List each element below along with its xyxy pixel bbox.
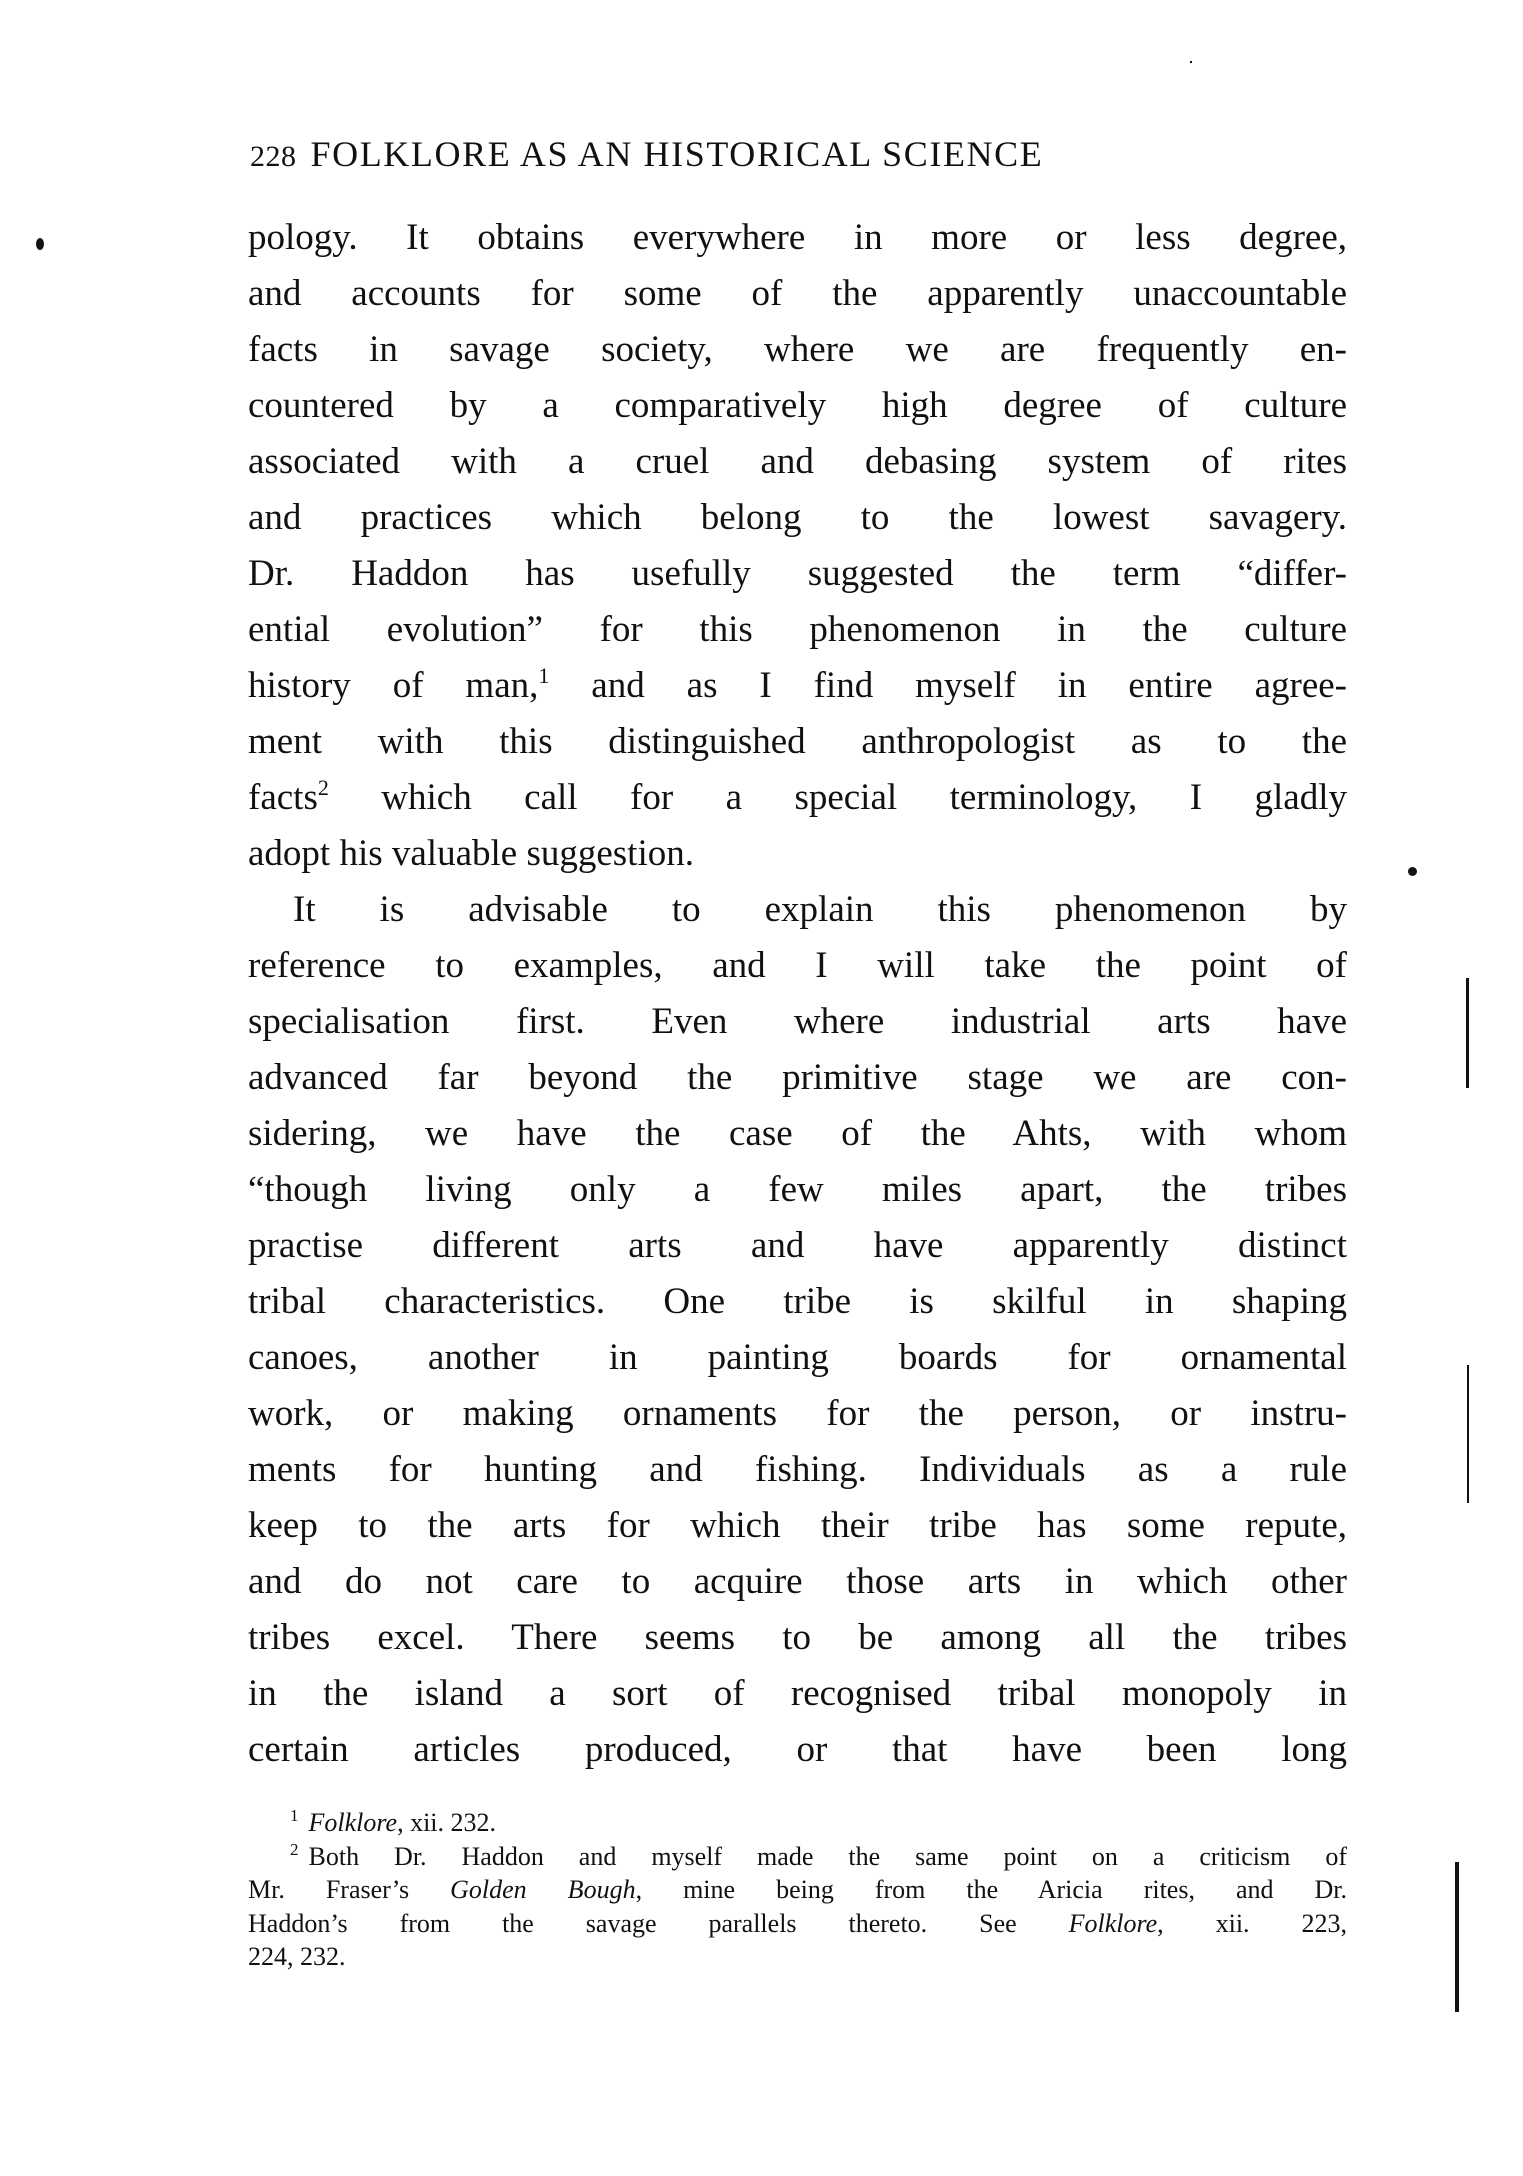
text-run: ential evolution” for this phenomenon in the culture xyxy=(248,609,1347,650)
text-line xyxy=(248,770,1347,826)
scan-mark-speck xyxy=(1190,61,1192,63)
running-title: FOLKLORE AS AN HISTORICAL SCIENCE xyxy=(310,134,1044,174)
text-run: in the island a sort of recognised tribal monopoly in xyxy=(248,1673,1347,1714)
text-line xyxy=(248,378,1347,434)
text-line xyxy=(248,1554,1347,1610)
page-number: 228 xyxy=(250,140,297,173)
text-line xyxy=(248,1106,1347,1162)
text-line xyxy=(248,434,1347,490)
text-run: “though living only a few miles apart, the tribes xyxy=(248,1169,1347,1210)
text-run: canoes, another in painting boards for ornamental xyxy=(248,1337,1347,1378)
text-line xyxy=(248,1274,1347,1330)
text-run: ments for hunting and fishing. Individuals as a rule xyxy=(248,1449,1347,1490)
text-run: keep to the arts for which their tribe has some repute, xyxy=(248,1505,1347,1546)
text-line xyxy=(248,1162,1347,1218)
scan-mark-dot xyxy=(1408,867,1417,876)
text-run: sidering, we have the case of the Ahts, with whom xyxy=(248,1113,1347,1154)
text-line xyxy=(248,714,1347,770)
text-line xyxy=(248,322,1347,378)
text-line xyxy=(248,266,1347,322)
text-line xyxy=(248,1330,1347,1386)
text-line xyxy=(248,938,1347,994)
text-run: specialisation first. Even where industrial arts have xyxy=(248,1001,1347,1042)
text-run: which call for a special terminology, I gladly xyxy=(328,777,1347,818)
scan-mark-line xyxy=(1467,1365,1469,1503)
scan-mark-left-speck xyxy=(36,238,44,250)
text-run: and accounts for some of the apparently unaccountable xyxy=(248,273,1347,314)
text-run: history of man, xyxy=(248,665,539,706)
text-run: work, or making ornaments for the person, or instru- xyxy=(248,1393,1347,1434)
text-run: certain articles produced, or that have been long xyxy=(248,1729,1347,1770)
footnote-line xyxy=(248,1940,1347,1974)
text-run: ment with this distinguished anthropologist as to the xyxy=(248,721,1347,762)
text-line xyxy=(248,1050,1347,1106)
text-run: facts xyxy=(248,777,318,818)
text-run: advanced far beyond the primitive stage we are con- xyxy=(248,1057,1347,1098)
footnote-reference: 2 xyxy=(317,775,329,800)
text-line xyxy=(248,1498,1347,1554)
text-run: Haddon’s from the savage parallels thereto. See xyxy=(248,1908,1069,1938)
text-run: and do not care to acquire those arts in which other xyxy=(248,1561,1347,1602)
scan-mark-line xyxy=(1466,978,1469,1088)
text-run: Both Dr. Haddon and myself made the same point on a criticism of xyxy=(308,1841,1347,1871)
text-line xyxy=(248,994,1347,1050)
text-line xyxy=(248,1442,1347,1498)
text-run: Mr. Fraser’s xyxy=(248,1875,451,1904)
italic-title: Folklore xyxy=(1068,1908,1158,1938)
text-run: , mine being from the Aricia rites, and Dr. xyxy=(635,1875,1348,1904)
scan-mark-line xyxy=(1455,1862,1459,2012)
text-line xyxy=(248,490,1347,546)
body-text xyxy=(248,210,1347,1778)
text-run: adopt his valuable suggestion. xyxy=(248,833,694,874)
text-line xyxy=(248,1386,1347,1442)
footnote-marker: 2 xyxy=(290,1839,299,1859)
text-run: Dr. Haddon has usefully suggested the term “differ- xyxy=(248,553,1347,594)
footnote-reference: 1 xyxy=(538,663,550,688)
text-line xyxy=(248,210,1347,266)
text-line xyxy=(248,1666,1347,1722)
text-run: 224, 232. xyxy=(248,1942,346,1971)
text-run: reference to examples, and I will take the point of xyxy=(248,945,1347,986)
footnote-1 xyxy=(248,1806,1347,1840)
text-run: facts in savage society, where we are frequently en- xyxy=(248,329,1347,370)
footnote-2 xyxy=(248,1840,1347,1974)
footnote-line xyxy=(248,1806,1347,1840)
text-line xyxy=(248,882,1347,938)
text-line xyxy=(248,546,1347,602)
italic-title: Golden Bough xyxy=(450,1875,636,1904)
text-run: countered by a comparatively high degree of culture xyxy=(248,385,1347,426)
text-run: , xii. 223, xyxy=(1157,1908,1347,1938)
text-run: and as I find myself in entire agree- xyxy=(549,665,1347,706)
footnote-line xyxy=(248,1907,1347,1941)
text-run: tribes excel. There seems to be among all the tribes xyxy=(248,1617,1347,1658)
text-line xyxy=(248,1610,1347,1666)
text-line xyxy=(248,1722,1347,1778)
running-head xyxy=(250,132,1280,179)
text-line xyxy=(248,602,1347,658)
text-run: pology. It obtains everywhere in more or less degree, xyxy=(248,217,1347,258)
italic-title: Folklore xyxy=(308,1808,398,1837)
footnote-line xyxy=(248,1873,1347,1907)
footnote-line xyxy=(248,1840,1347,1874)
footnote-marker: 1 xyxy=(290,1806,299,1825)
text-run: associated with a cruel and debasing system of rites xyxy=(248,441,1347,482)
text-run: , xii. 232. xyxy=(397,1808,497,1837)
text-run: It is advisable to explain this phenomenon by xyxy=(293,889,1347,930)
footnotes xyxy=(248,1806,1347,1974)
text-run: tribal characteristics. One tribe is skilful in shaping xyxy=(248,1281,1347,1322)
text-line xyxy=(248,1218,1347,1274)
text-run: and practices which belong to the lowest savagery. xyxy=(248,497,1347,538)
text-line xyxy=(248,658,1347,714)
text-line xyxy=(248,826,1347,882)
text-run: practise different arts and have apparently distinct xyxy=(248,1225,1347,1266)
